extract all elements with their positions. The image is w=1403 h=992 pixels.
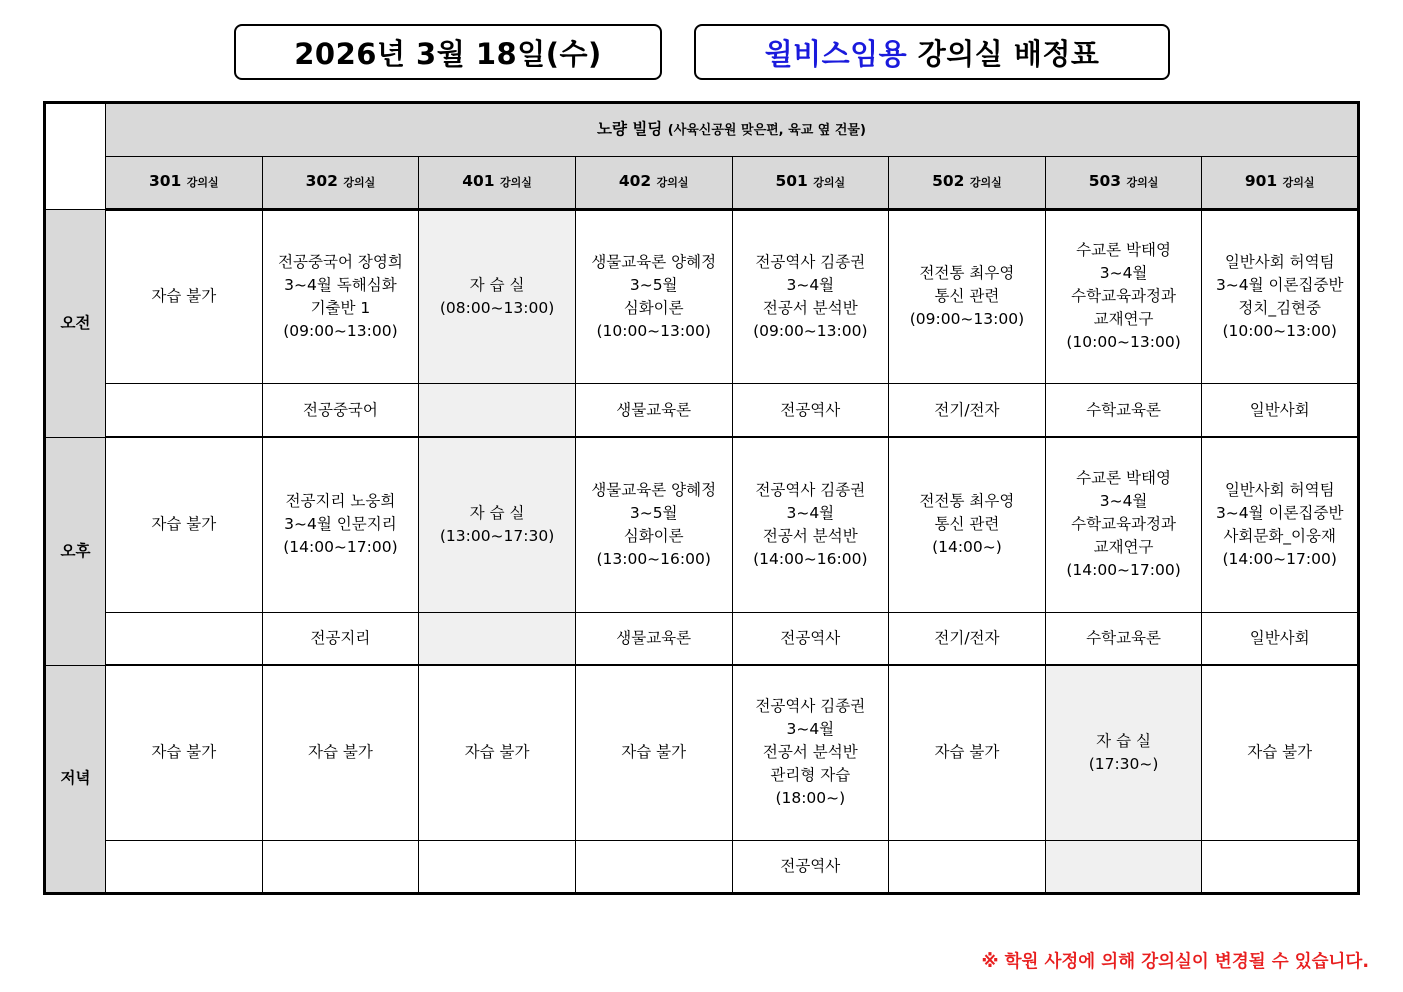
room-number: 301	[148, 172, 182, 191]
room-header	[419, 157, 576, 209]
subject-cell: 수학교육론	[1045, 612, 1202, 665]
subject-cell	[106, 840, 263, 893]
class-cell: 자습 불가	[419, 665, 576, 840]
class-cell: 수교론 박태영 3~4월 수학교육과정과 교재연구 (10:00~13:00)	[1045, 209, 1202, 384]
class-cell: 생물교육론 양혜정 3~5월 심화이론 (13:00~16:00)	[575, 437, 732, 612]
class-cell: 전전통 최우영 통신 관련 (09:00~13:00)	[889, 209, 1046, 384]
date-text: 2026년 3월 18일(수)	[294, 36, 602, 71]
class-cell: 자 습 실 (13:00~17:30)	[419, 437, 576, 612]
room-label: 강의실	[1282, 176, 1315, 190]
room-number: 901	[1244, 172, 1278, 191]
class-cell: 자습 불가	[262, 665, 419, 840]
period-label: 저녁	[45, 665, 106, 893]
room-header	[1202, 157, 1359, 209]
class-cell: 전공지리 노웅희 3~4월 인문지리 (14:00~17:00)	[262, 437, 419, 612]
period-label: 오후	[45, 437, 106, 665]
subject-cell: 생물교육론	[575, 612, 732, 665]
class-cell: 전공중국어 장영희 3~4월 독해심화 기출반 1 (09:00~13:00)	[262, 209, 419, 384]
class-cell: 일반사회 허역팀 3~4월 이론집중반 정치_김현중 (10:00~13:00)	[1202, 209, 1359, 384]
subject-cell: 전기/전자	[889, 384, 1046, 437]
subject-cell: 전공지리	[262, 612, 419, 665]
subject-cell: 전공중국어	[262, 384, 419, 437]
room-number: 502	[932, 172, 965, 191]
subject-cell	[106, 384, 263, 437]
class-cell: 일반사회 허역팀 3~4월 이론집중반 사회문화_이웅재 (14:00~17:00)	[1202, 437, 1359, 612]
room-label: 강의실	[500, 176, 532, 190]
room-header	[732, 157, 889, 209]
class-cell: 생물교육론 양혜정 3~5월 심화이론 (10:00~13:00)	[575, 209, 732, 384]
room-number: 503	[1088, 172, 1122, 191]
room-number: 401	[462, 172, 495, 191]
subject-cell	[419, 612, 576, 665]
room-number: 501	[775, 172, 808, 191]
subject-cell	[419, 840, 576, 893]
room-number: 402	[618, 172, 652, 191]
class-cell: 전공역사 김종권 3~4월 전공서 분석반 (09:00~13:00)	[732, 209, 889, 384]
subject-cell	[575, 840, 732, 893]
room-header	[262, 157, 419, 209]
room-label: 강의실	[186, 176, 219, 190]
title-accent: 윌비스임용	[764, 36, 908, 71]
class-cell: 자습 불가	[575, 665, 732, 840]
schedule-table	[43, 101, 1360, 895]
subject-cell: 전공역사	[732, 384, 889, 437]
class-cell: 전공역사 김종권 3~4월 전공서 분석반 (14:00~16:00)	[732, 437, 889, 612]
class-cell: 전공역사 김종권 3~4월 전공서 분석반 관리형 자습 (18:00~)	[732, 665, 889, 840]
class-cell: 자습 불가	[1202, 665, 1359, 840]
class-cell: 자습 불가	[106, 209, 263, 384]
room-label: 강의실	[969, 176, 1002, 190]
subject-cell	[1202, 840, 1359, 893]
class-cell: 자습 불가	[889, 665, 1046, 840]
room-label: 강의실	[343, 176, 376, 190]
title-rest: 강의실 배정표	[917, 36, 1100, 71]
subject-cell	[419, 384, 576, 437]
building-header	[106, 103, 1359, 157]
class-cell: 수교론 박태영 3~4월 수학교육과정과 교재연구 (14:00~17:00)	[1045, 437, 1202, 612]
footnote: ※ 학원 사정에 의해 강의실이 변경될 수 있습니다.	[981, 952, 1369, 972]
room-label: 강의실	[813, 176, 846, 190]
room-header	[575, 157, 732, 209]
subject-cell: 생물교육론	[575, 384, 732, 437]
class-cell: 전전통 최우영 통신 관련 (14:00~)	[889, 437, 1046, 612]
subject-cell	[889, 840, 1046, 893]
period-label: 오전	[45, 209, 106, 437]
subject-cell	[1045, 840, 1202, 893]
building-detail: (사육신공원 맞은편, 육교 옆 건물)	[667, 123, 866, 139]
subject-cell: 수학교육론	[1045, 384, 1202, 437]
room-label: 강의실	[656, 176, 689, 190]
subject-cell: 일반사회	[1202, 384, 1359, 437]
subject-cell	[262, 840, 419, 893]
building-name: 노량 빌딩	[597, 120, 663, 139]
room-number: 302	[305, 172, 338, 191]
subject-cell: 전기/전자	[889, 612, 1046, 665]
date-title	[234, 24, 662, 80]
subject-cell: 전공역사	[732, 840, 889, 893]
subject-cell: 전공역사	[732, 612, 889, 665]
room-header	[889, 157, 1046, 209]
class-cell: 자습 불가	[106, 437, 263, 612]
room-header	[1045, 157, 1202, 209]
subject-cell: 일반사회	[1202, 612, 1359, 665]
room-header	[106, 157, 263, 209]
room-label: 강의실	[1126, 176, 1159, 190]
class-cell: 자 습 실 (17:30~)	[1045, 665, 1202, 840]
class-cell: 자습 불가	[106, 665, 263, 840]
class-cell: 자 습 실 (08:00~13:00)	[419, 209, 576, 384]
subject-cell	[106, 612, 263, 665]
page-title	[694, 24, 1170, 80]
corner-cell	[45, 103, 106, 210]
